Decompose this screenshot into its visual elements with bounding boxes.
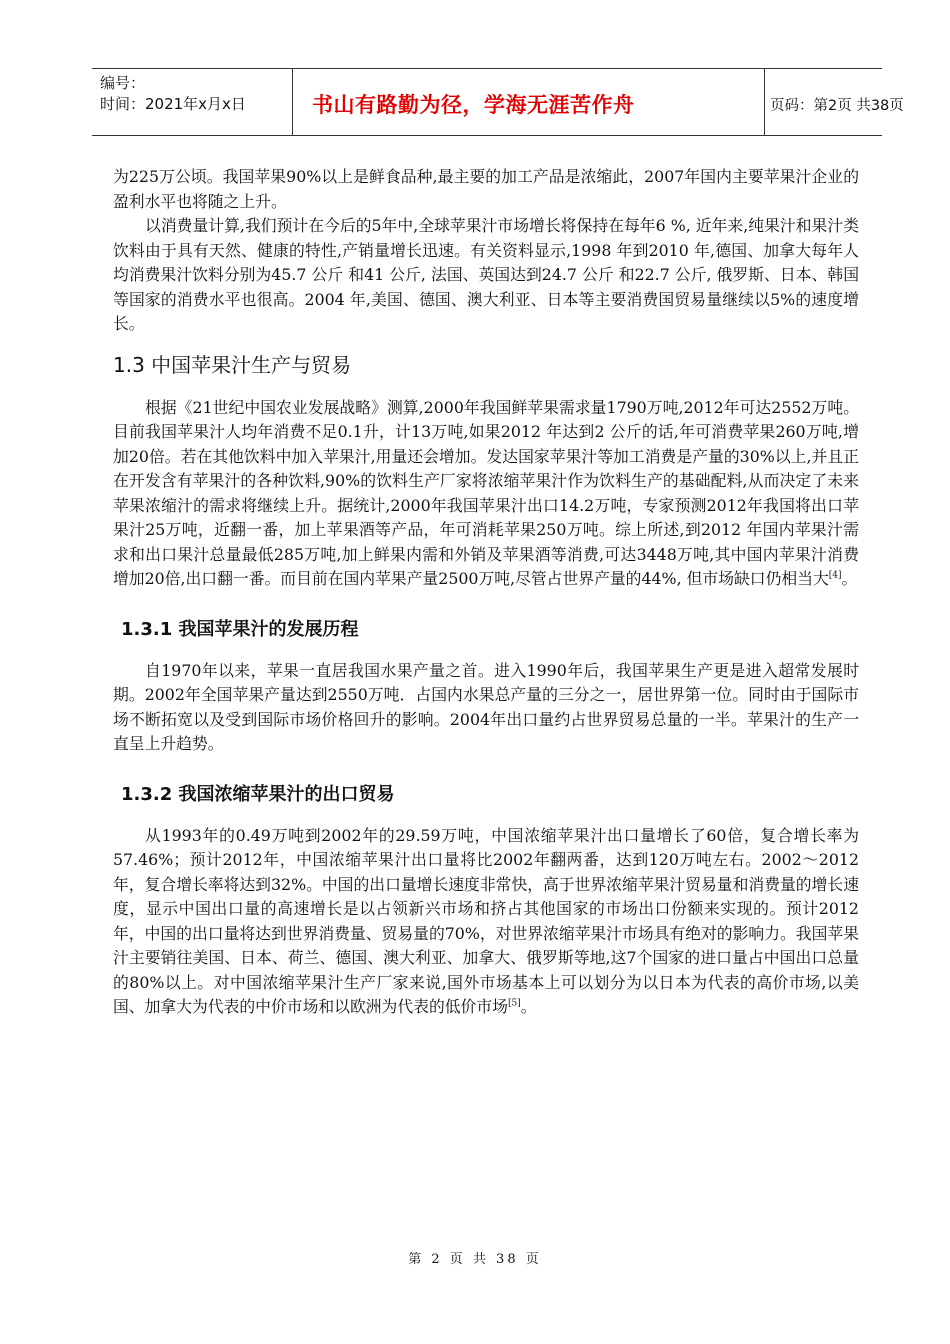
document-time-label: 时间：2021年x月x日 — [100, 95, 246, 113]
page-footer: 第 2 页 共 38 页 — [408, 1252, 542, 1267]
paragraph-continued: 为225万公顷。我国苹果90%以上是鲜食品种,最主要的加工产品是浓缩此，2007年国内主要苹果汁企业的盈利水平也将随之上升。 — [113, 167, 859, 211]
paragraph-development-history: 自1970年以来，苹果一直居我国水果产量之首。进入1990年后，我国苹果生产更是进入超常发展时期。2002年全国苹果产量达到2550万吨．占国内水果总产量的三分之一，居世界第一位。同时由于国际市场不断拓宽以及受到国际市场价格回升的影响。2004年出口量约占世界贸易总量的一半。苹果汁的生产一直呈上升趋势。 — [113, 660, 859, 753]
paragraph-china-production — [113, 396, 859, 592]
section-heading-1-3-2: 1.3.2 我国浓缩苹果汁的出口贸易 — [121, 783, 395, 805]
paragraph-text: 根据《21世纪中国农业发展战略》测算,2000年我国鲜苹果需求量1790万吨,2012年可达2552万吨。目前我国苹果汁人均年消费不足0.1升，计13万吨,如果2012 年达到2 公斤的话,年可消费苹果260万吨,增加20倍。若在其他饮料中加入苹果汁,用量还会增加。发达国家苹果汁等加工消费是产量的30%以上,并且正在开发含有苹果汁的各种饮料,90%的饮料生产厂家将浓缩苹果汁作为饮料生产的基础配料,从而决定了未来苹果浓缩汁的需求将继续上升。据统计,2000年我国苹果汁出口14.2万吨，专家预测2012年我国将出口苹果汁25万吨，近翻一番，加上苹果酒等产品，年可消耗苹果250万吨。综上所述,到2012 年国内苹果汁需求和出口果汁总量最低285万吨,加上鲜果内需和外销及苹果酒等消费,可达3448万吨,其中国内苹果汁消费增加20倍,出口翻一番。而目前在国内苹果产量2500万吨,尽管占世界产量的44%, 但市场缺口仍相当大 — [113, 397, 859, 588]
paragraph-end: 。 — [841, 569, 858, 588]
section-heading-1-3: 1.3 中国苹果汁生产与贸易 — [113, 352, 352, 377]
citation-ref-5: [5] — [507, 998, 521, 1009]
paragraph-export-trade — [113, 824, 859, 1020]
document-number-label: 编号： — [100, 74, 146, 92]
header-page-number: 页码：第2页 共38页 — [770, 97, 904, 114]
header-info-cell — [92, 69, 293, 135]
section-heading-1-3-1: 1.3.1 我国苹果汁的发展历程 — [121, 618, 359, 640]
citation-ref-4: [4] — [828, 570, 842, 581]
paragraph-consumption: 以消费量计算,我们预计在今后的5年中,全球苹果汁市场增长将保持在每年6 %, 近年来,纯果汁和果汁类饮料由于具有天然、健康的特性,产销量增长迅速。有关资料显示,1998 年到2010 年,德国、加拿大每年人均消费果汁饮料分别为45.7 公斤 和41 公斤, 法国、英国达到24.7 公斤 和22.7 公斤, 俄罗斯、日本、韩国等国家的消费水平也很高。2004 年,美国、德国、澳大利亚、日本等主要消费国贸易量继续以5%的速度增长。 — [113, 216, 859, 333]
paragraph-end: 。 — [520, 997, 537, 1016]
paragraph-text: 从1993年的0.49万吨到2002年的29.59万吨，中国浓缩苹果汁出口量增长了60倍，复合增长率为57.46%；预计2012年，中国浓缩苹果汁出口量将比2002年翻两番，达到120万吨左右。2002～2012年，复合增长率将达到32%。中国的出口量增长速度非常快，高于世界浓缩苹果汁贸易量和消费量的增长速度，显示中国出口量的高速增长是以占领新兴市场和挤占其他国家的市场出口份额来实现的。预计2012年，中国的出口量将达到世界消费量、贸易量的70%，对世界浓缩苹果汁市场具有绝对的影响力。我国苹果汁主要销往美国、日本、荷兰、德国、澳大利亚、加拿大、俄罗斯等地,这7个国家的进口量占中国出口总量的80%以上。对中国浓缩苹果汁生产厂家来说,国外市场基本上可以划分为以日本为代表的高价市场,以美国、加拿大为代表的中价市场和以欧洲为代表的低价市场 — [113, 825, 859, 1016]
page-header — [92, 68, 904, 136]
document-body — [113, 165, 859, 1020]
header-motto: 书山有路勤为径，学海无涯苦作舟 — [293, 69, 765, 135]
